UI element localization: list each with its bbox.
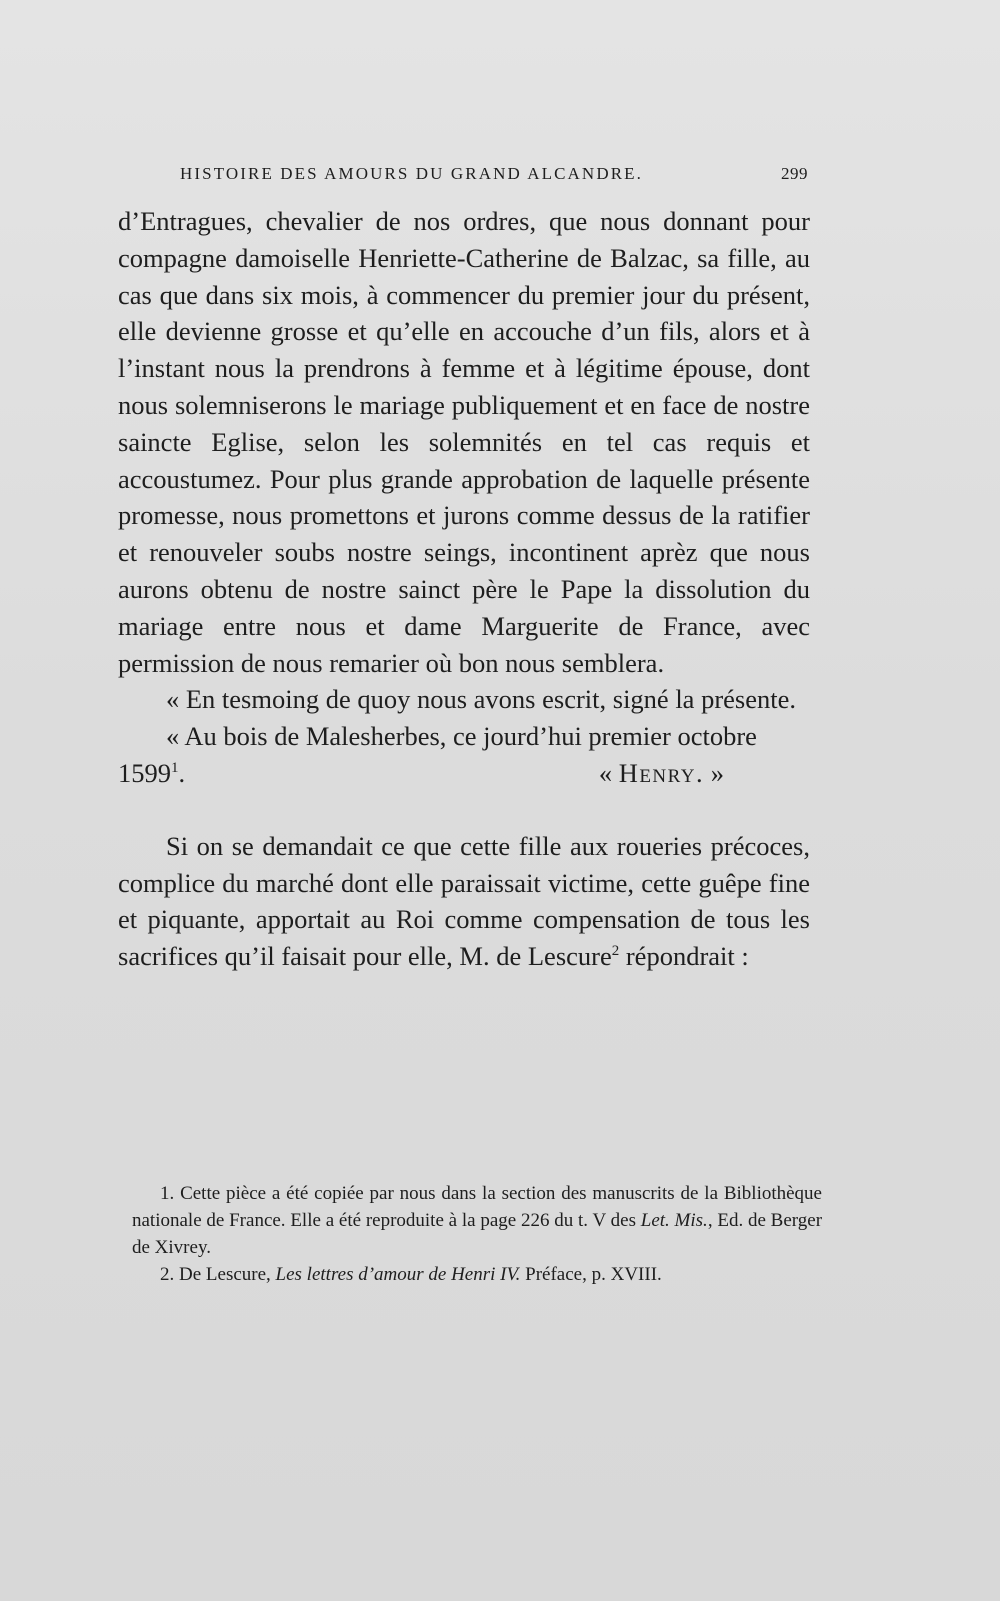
footnote-2 — [132, 1261, 822, 1288]
signature-open-quote: « — [598, 757, 619, 788]
footnotes — [132, 1180, 822, 1288]
footnote-ref-2: 2 — [611, 943, 620, 960]
footnote-2-text: 2. De Lescure, — [160, 1264, 276, 1285]
date-year: 1599 — [118, 757, 171, 788]
date-signature-line — [118, 755, 810, 792]
footnote-2-end: Préface, p. XVIII. — [520, 1264, 662, 1285]
body-text — [118, 203, 810, 975]
witness-paragraph: « En tesmoing de quoy nous avons escrit, signé la présente. — [166, 684, 796, 715]
signature-close-quote: » — [704, 757, 724, 788]
footnote-1-text: 1. Cette pièce a été copiée par nous dans la section des manuscrits de la Bibliothèque nationale de France. Elle a été reproduite à la page 226 du t. V des — [132, 1183, 822, 1231]
commentary-paragraph — [118, 828, 810, 975]
promise-paragraph: d’Entragues, chevalier de nos ordres, que nous donnant pour compagne damoiselle Henriette-Catherine de Balzac, sa fille, au cas que dans six mois, à commencer du premier jour du présent, elle devienne grosse et qu’elle en accouche d’un fils, alors et à l’instant nous la prendrons à femme et à légitime épouse, dont nous solemniserons le mariage publiquement et en face de nostre saincte Eglise, selon les solemnités en tel cas requis et accoustumez. Pour plus grande approbation de laquelle présente promesse, nous promettons et jurons comme dessus de la ratifier et renouveler soubs nostre seings, incontinent aprèz que nous aurons obtenu de nostre sainct père le Pape la dissolution du mariage entre nous et dame Marguerite de France, avec permission de nous remarier où bon nous semblera. — [118, 206, 810, 678]
footnote-2-italic: Les lettres d’amour de Henri IV. — [275, 1264, 521, 1285]
footnote-1 — [132, 1180, 822, 1261]
date-year-line — [118, 755, 185, 792]
signature-name: Henry. — [618, 757, 705, 788]
page-number: 299 — [781, 164, 808, 183]
footnote-ref-1: 1 — [171, 760, 179, 777]
footnote-1-end: , Ed. de Berger de Xivrey. — [132, 1210, 823, 1258]
place-date-paragraph: « Au bois de Malesherbes, ce jourd’hui premier octobre — [166, 721, 757, 752]
footnote-1-italic: Let. Mis. — [640, 1210, 708, 1231]
commentary-text-end: répondrait : — [619, 941, 749, 972]
running-title: HISTOIRE DES AMOURS DU GRAND ALCANDRE. — [180, 164, 643, 183]
running-head — [180, 164, 808, 184]
signature — [599, 755, 810, 792]
commentary-text: Si on se demandait ce que cette fille aux roueries précoces, complice du marché dont elle paraissait victime, cette guêpe fine et piquante, apportait au Roi comme compensation de tous les sacrifices qu’il faisait pour elle, M. de Lescure — [118, 830, 810, 972]
date-period: . — [178, 757, 186, 788]
